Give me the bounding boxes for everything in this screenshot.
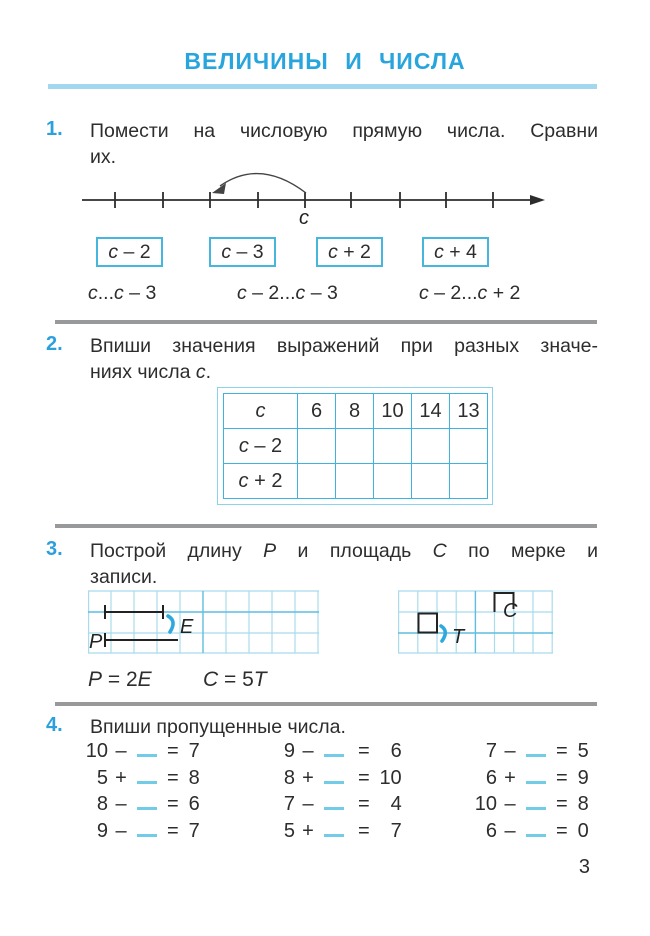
expression-box (316, 237, 383, 267)
expression: с – 2 (108, 240, 151, 263)
equation-row (269, 793, 402, 820)
table-header-cell: с (224, 394, 298, 429)
operand: 9 (96, 819, 108, 842)
table-header-row (224, 394, 488, 429)
answer-cell[interactable] (412, 464, 450, 499)
number-line (78, 166, 550, 232)
table-header-cell: 13 (450, 394, 488, 429)
operator-sign: – (115, 819, 127, 842)
result-value: 10 (379, 766, 402, 789)
operand: 10 (474, 793, 497, 815)
answer-cell[interactable] (450, 429, 488, 464)
square-t (419, 614, 438, 633)
operand: 7 (283, 793, 295, 815)
equation-row (82, 767, 200, 794)
page-number: 3 (578, 856, 590, 878)
equation-column-1 (82, 740, 200, 846)
operand: 5 (283, 819, 295, 842)
answer-cell[interactable] (374, 429, 412, 464)
equals-sign: = (358, 819, 370, 842)
result-value: 6 (188, 793, 200, 815)
table-header-cell: 14 (412, 394, 450, 429)
operand: 8 (283, 766, 295, 789)
operand: 7 (485, 740, 497, 762)
arc-mark-icon (168, 616, 173, 632)
label-c: C (503, 600, 518, 622)
arc-arrowhead-icon (212, 183, 226, 194)
result-value: 6 (390, 740, 402, 762)
equation-row (471, 793, 589, 820)
values-table (223, 393, 488, 499)
exercise-3-text-line2: записи. (90, 566, 158, 588)
equals-sign: = (167, 819, 179, 842)
label-e: E (180, 616, 194, 638)
equation-row (269, 820, 402, 847)
equation-row (471, 767, 589, 794)
operator-sign: + (115, 766, 127, 789)
operator-sign: – (504, 793, 516, 815)
answer-cell[interactable] (374, 464, 412, 499)
answer-blank[interactable] (137, 743, 157, 757)
table-header-cell: 8 (336, 394, 374, 429)
equals-sign: = (167, 740, 179, 762)
operator-sign: – (504, 819, 516, 842)
exercise-4-number: 4. (46, 714, 63, 736)
operator-sign: – (115, 793, 127, 815)
answer-blank[interactable] (526, 796, 546, 810)
result-value: 4 (390, 793, 402, 815)
section-divider (55, 702, 597, 706)
answer-blank[interactable] (324, 796, 344, 810)
answer-blank[interactable] (137, 770, 157, 784)
exercise-4-text (90, 714, 598, 740)
exercise-3-text-line1: Построй длину Р и площадь С по мерке и (90, 540, 598, 562)
equation-column-3 (471, 740, 589, 846)
exercise-2-number: 2. (46, 333, 63, 355)
answer-blank[interactable] (324, 770, 344, 784)
expression-box (209, 237, 276, 267)
expression: с + 2 (328, 240, 371, 263)
expression: с – 3 (221, 240, 264, 263)
exercise-3-number: 3. (46, 538, 63, 560)
values-table-frame (217, 387, 493, 505)
equation-row (269, 767, 402, 794)
section-divider (55, 320, 597, 324)
result-value: 0 (577, 819, 589, 842)
equals-sign: = (556, 819, 568, 842)
result-value: 7 (188, 740, 200, 762)
answer-blank[interactable] (526, 770, 546, 784)
answer-cell[interactable] (412, 429, 450, 464)
comparison-item[interactable]: с – 2...с + 2 (419, 282, 521, 304)
result-value: 9 (577, 766, 589, 789)
answer-blank[interactable] (526, 823, 546, 837)
title-underline (48, 84, 597, 89)
answer-cell[interactable] (450, 464, 488, 499)
operand: 6 (485, 766, 497, 789)
table-row (224, 429, 488, 464)
equals-sign: = (167, 766, 179, 789)
page-title: ВЕЛИЧИНЫ И ЧИСЛА (184, 48, 466, 74)
formula-p: Р = 2Е (88, 668, 152, 691)
exercise-4-text-line1: Впиши пропущенные числа. (90, 716, 346, 738)
equation-row (82, 740, 200, 767)
operator-sign: – (504, 740, 516, 762)
jump-arc (220, 174, 306, 193)
exercise-3-text (90, 538, 598, 590)
equals-sign: = (358, 793, 370, 815)
result-value: 7 (188, 819, 200, 842)
equals-sign: = (358, 740, 370, 762)
operand: 9 (283, 740, 295, 762)
answer-blank[interactable] (526, 743, 546, 757)
equals-sign: = (556, 740, 568, 762)
table-row-label: с – 2 (224, 429, 298, 464)
equation-row (269, 740, 402, 767)
operator-sign: – (302, 793, 314, 815)
table-header-cell: 6 (298, 394, 336, 429)
result-value: 8 (188, 766, 200, 789)
operand: 10 (85, 740, 108, 762)
exercise-1-number: 1. (46, 118, 63, 140)
segment-p (105, 633, 178, 647)
equals-sign: = (167, 793, 179, 815)
section-divider (55, 524, 597, 528)
operand: 5 (96, 766, 108, 789)
table-header-cell: 10 (374, 394, 412, 429)
exercise-1-text-line1: Помести на числовую прямую числа. Сравни (90, 120, 598, 142)
point-label-c: с (299, 207, 309, 229)
equation-row (82, 793, 200, 820)
label-t: T (452, 626, 465, 648)
answer-blank[interactable] (137, 796, 157, 810)
measure-grid-left (88, 590, 319, 654)
expression-box (96, 237, 163, 267)
label-p: P (89, 631, 103, 653)
operator-sign: + (504, 766, 516, 789)
operator-sign: + (302, 819, 314, 842)
operator-sign: – (115, 740, 127, 762)
operand: 6 (485, 819, 497, 842)
exercise-2-text-line2: ниях числа с. (90, 361, 212, 383)
exercise-2-text (90, 333, 598, 385)
formula-c: С = 5Т (203, 668, 267, 691)
grid-accent-lines (398, 591, 553, 653)
answer-cell[interactable] (298, 464, 336, 499)
answer-blank[interactable] (324, 743, 344, 757)
exercise-1-text (90, 118, 598, 170)
equals-sign: = (556, 793, 568, 815)
expression: с + 4 (434, 240, 477, 263)
operator-sign: + (302, 766, 314, 789)
table-row-label: с + 2 (224, 464, 298, 499)
answer-blank[interactable] (137, 823, 157, 837)
answer-blank[interactable] (324, 823, 344, 837)
comparison-item[interactable]: с...с – 3 (88, 282, 157, 304)
exercise-1-text-line2: их. (90, 146, 117, 168)
measure-grid-right (398, 590, 553, 654)
equation-column-2 (269, 740, 402, 846)
grid-accent-lines (88, 591, 319, 653)
result-value: 7 (390, 819, 402, 842)
equals-sign: = (556, 766, 568, 789)
exercise-2-text-line1: Впиши значения выражений при разных значе- (90, 335, 598, 357)
equation-row (471, 820, 589, 847)
equation-row (471, 740, 589, 767)
result-value: 5 (577, 740, 589, 762)
table-row (224, 464, 488, 499)
operator-sign: – (302, 740, 314, 762)
result-value: 8 (577, 793, 589, 815)
equation-row (82, 820, 200, 847)
operand: 8 (96, 793, 108, 815)
answer-cell[interactable] (336, 464, 374, 499)
answer-cell[interactable] (298, 429, 336, 464)
axis-arrowhead-icon (530, 195, 545, 205)
expression-box (422, 237, 489, 267)
answer-cell[interactable] (336, 429, 374, 464)
equals-sign: = (358, 766, 370, 789)
comparison-item[interactable]: с – 2...с – 3 (237, 282, 338, 304)
